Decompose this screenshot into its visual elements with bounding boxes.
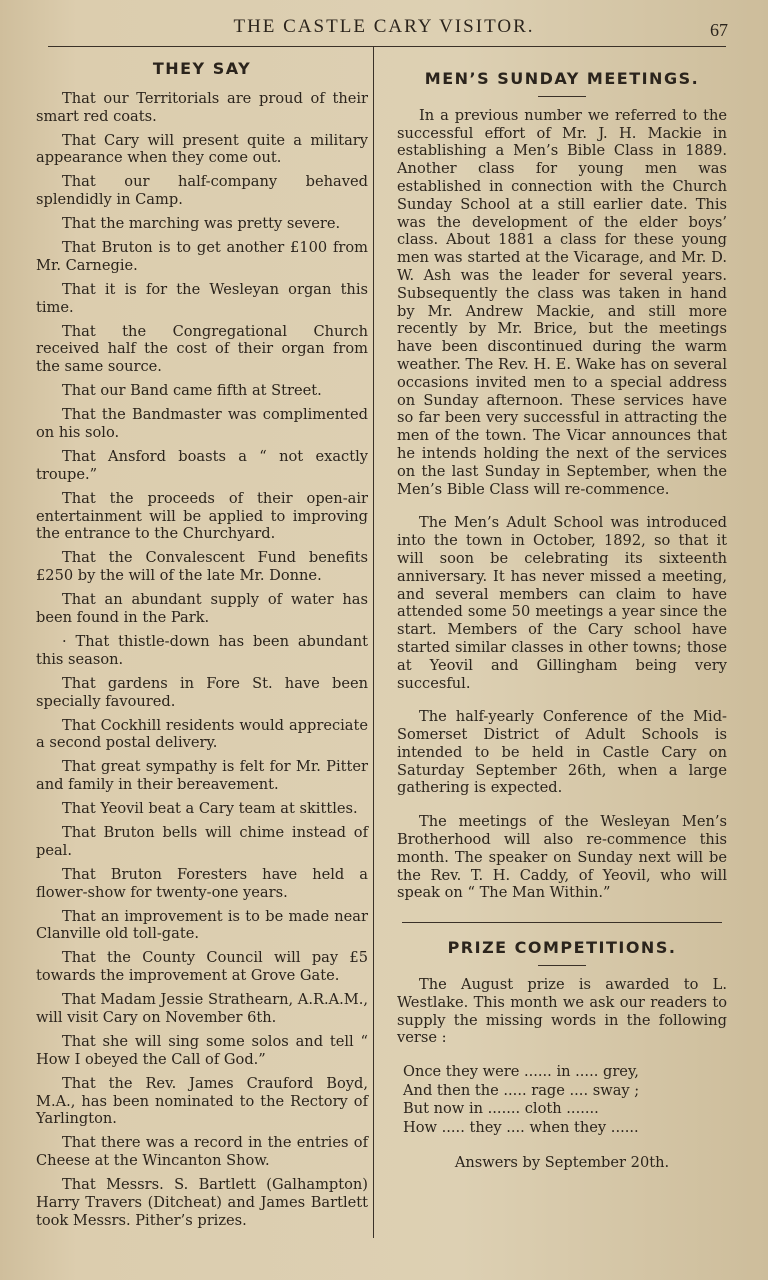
they-say-item: That Madam Jessie Strathearn, A.R.A.M., will visit Cary on November 6th. xyxy=(36,991,368,1026)
verse-line: And then the ..... rage .... sway ; xyxy=(403,1081,640,1099)
publication-title: THE CASTLE CARY VISITOR. xyxy=(233,16,535,37)
they-say-item: That an abundant supply of water has been found in the Park. xyxy=(36,591,368,626)
verse-line: Once they were ...... in ..... grey, xyxy=(403,1063,639,1081)
header-rule xyxy=(48,46,726,47)
they-say-item: That the County Council will pay £5 towards the improvement at Grove Gate. xyxy=(36,949,368,985)
verse-line: How ..... they .... when they ...... xyxy=(403,1119,639,1137)
they-say-item: That the Congregational Church received half the cost of their organ from the same source. xyxy=(36,322,368,376)
they-say-item: That Cary will present quite a military appearance when they come out. xyxy=(36,131,368,167)
heading-rule xyxy=(538,965,586,966)
they-say-item: That she will sing some solos and tell “ How I obeyed the Call of God.” xyxy=(36,1032,368,1068)
they-say-item: That our Territorials are proud of their smart red coats. xyxy=(36,89,368,125)
they-say-item: That our half-company behaved splendidly in Camp. xyxy=(36,173,368,209)
article-paragraph: In a previous number we referred to the successful effort of Mr. J. H. Mackie in establishing a Men’s Bible Class in 1889. Another class for young men was established in connection with the Church Sunday School at a still earlier date. This was the development of the elder boys’ class. About 1881 a class for these young men was started at the Vicarage, and Mr. D. W. Ash was the leader for several years. Subsequently the class was taken in hand by Mr. Andrew Mackie, and still more recently by Mr. Brice, but the meetings have been discontinued during the warm weather. The Rev. H. E. Wake has on several occasions invited men to a special address on Sunday afternoon. These services have so far been very successful in attracting the men of the town. The Vicar announces that he intends holding the next of the services on the last Sunday in September, when the Men’s Bible Class will re-commence. xyxy=(397,106,727,498)
right-column xyxy=(397,56,727,1171)
they-say-item: That the proceeds of their open-air entertainment will be applied to improving the entrance to the Churchyard. xyxy=(36,489,368,543)
they-say-column xyxy=(36,56,368,1236)
running-head xyxy=(0,16,768,46)
they-say-item: That our Band came fifth at Street. xyxy=(62,382,322,400)
they-say-item: That Messrs. S. Bartlett (Galhampton) Harry Travers (Ditcheat) and James Bartlett took Messrs. Pither’s prizes. xyxy=(36,1176,368,1229)
answers-deadline: Answers by September 20th. xyxy=(454,1153,670,1171)
they-say-heading: THEY SAY xyxy=(152,59,252,78)
they-say-item: · That thistle-down has been abundant this season. xyxy=(36,632,368,668)
they-say-item: That there was a record in the entries of Cheese at the Wincanton Show. xyxy=(36,1134,368,1170)
they-say-item: That Ansford boasts a “ not exactly troupe.” xyxy=(36,448,368,483)
they-say-item: That Cockhill residents would appreciate a second postal delivery. xyxy=(36,716,368,752)
article-paragraph: The half-yearly Conference of the Mid-Somerset District of Adult Schools is intended to be held in Castle Cary on Saturday September 26th, when a large gathering is expected. xyxy=(397,708,727,797)
they-say-item: That the Convalescent Fund benefits £250 by the will of the late Mr. Donne. xyxy=(36,549,368,585)
article-paragraph: The meetings of the Wesleyan Men’s Brotherhood will also re-commence this month. The speaker on Sunday next will be the Rev. T. H. Caddy, of Yeovil, who will speak on “ The Man Within.” xyxy=(397,813,727,902)
verse-block xyxy=(403,1063,727,1137)
mens-sunday-heading: MEN’S SUNDAY MEETINGS. xyxy=(424,69,700,88)
they-say-item: That an improvement is to be made near Clanville old toll-gate. xyxy=(36,907,368,943)
column-divider xyxy=(373,46,374,1238)
section-rule xyxy=(402,922,722,923)
article-paragraph: The Men’s Adult School was introduced into the town in October, 1892, so that it will soon be celebrating its sixteenth anniversary. It has never missed a meeting, and several members can claim to have attended some 50 meetings a year since the start. Members of the Cary school have started similar classes in other towns; those at Yeovil and Gillingham being very succesful. xyxy=(397,514,727,692)
they-say-item: That great sympathy is felt for Mr. Pitter and family in their bereavement. xyxy=(36,758,368,794)
heading-rule xyxy=(538,96,586,97)
they-say-item: That Bruton bells will chime instead of peal. xyxy=(36,824,368,859)
prize-intro: The August prize is awarded to L. Westlake. This month we ask our readers to supply the missing words in the following verse : xyxy=(397,976,727,1047)
they-say-item: That the Bandmaster was complimented on his solo. xyxy=(36,406,368,442)
verse-line: But now in ....... cloth ....... xyxy=(403,1100,599,1118)
prize-heading: PRIZE COMPETITIONS. xyxy=(447,938,677,958)
they-say-item: That Bruton Foresters have held a flower-show for twenty-one years. xyxy=(36,865,368,901)
page-number: 67 xyxy=(710,20,728,40)
they-say-item: That Bruton is to get another £100 from Mr. Carnegie. xyxy=(36,239,368,274)
they-say-item: That gardens in Fore St. have been specially favoured. xyxy=(36,674,368,710)
they-say-item: That Yeovil beat a Cary team at skittles. xyxy=(62,800,358,818)
they-say-item: That the marching was pretty severe. xyxy=(62,215,341,233)
they-say-item: That it is for the Wesleyan organ this time. xyxy=(36,280,368,316)
they-say-item: That the Rev. James Crauford Boyd, M.A., has been nominated to the Rectory of Yarlington. xyxy=(36,1074,368,1128)
